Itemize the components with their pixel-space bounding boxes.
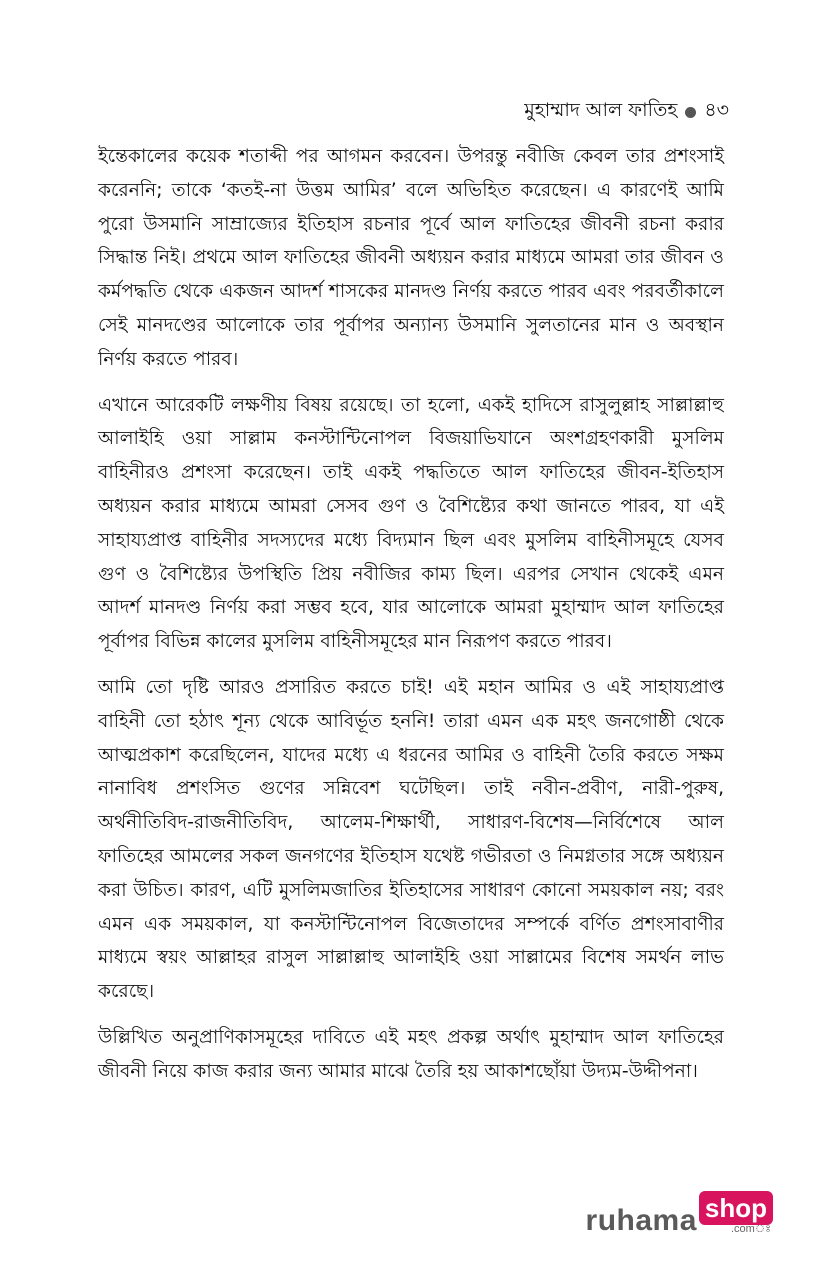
logo-shop-badge: shop	[699, 1191, 773, 1225]
page-body	[98, 140, 724, 1101]
page-number: ৪৩	[704, 99, 729, 121]
logo-domain-suffix: .comঃ	[730, 1223, 771, 1235]
running-header	[524, 96, 729, 128]
paragraph-4: উল্লিখিত অনুপ্রাণিকাসমূহের দাবিতে এই মহৎ প্রকল্প অর্থাৎ মুহাম্মাদ আল ফাতিহের জীবনী নিয়ে কাজ করার জন্য আমার মাঝে তৈরি হয় আকাশছোঁয়া উদ্যম-উদ্দীপনা।	[98, 1026, 724, 1082]
logo-word: ruhama	[585, 1204, 697, 1237]
paragraph-2: এখানে আরেকটি লক্ষণীয় বিষয় রয়েছে। তা হলো, একই হাদিসে রাসুলুল্লাহ সাল্লাল্লাহু আলাইহি ওয়া সাল্লাম কনস্টান্টিনোপল বিজয়াভিযানে অংশগ্রহণকারী মুসলিম বাহিনীরও প্রশংসা করেছেন। তাই একই পদ্ধতিতে আল ফাতিহের জীবন-ইতিহাস অধ্যয়ন করার মাধ্যমে আমরা সেসব গুণ ও বৈশিষ্ট্যের কথা জানতে পারব, যা এই সাহায্যপ্রাপ্ত বাহিনীর সদস্যদের মধ্যে বিদ্যমান ছিল এবং মুসলিম বাহিনীসমূহে যেসব গুণ ও বৈশিষ্ট্যের উপস্থিতি প্রিয় নবীজির কাম্য ছিল। এরপর সেখান থেকেই এমন আদর্শ মানদণ্ড নির্ণয় করা সম্ভব হবে, যার আলোকে আমরা মুহাম্মাদ আল ফাতিহের পূর্বাপর বিভিন্ন কালের মুসলিম বাহিনীসমূহের মান নিরূপণ করতে পারব।	[98, 394, 724, 653]
book-title: মুহাম্মাদ আল ফাতিহ	[524, 99, 678, 121]
paragraph-3: আমি তো দৃষ্টি আরও প্রসারিত করতে চাই! এই মহান আমির ও এই সাহায্যপ্রাপ্ত বাহিনী তো হঠাৎ শূন্য থেকে আবির্ভূত হননি! তারা এমন এক মহৎ জনগোষ্ঠী থেকে আত্মপ্রকাশ করেছিলেন, যাদের মধ্যে এ ধরনের আমির ও বাহিনী তৈরি করতে সক্ষম নানাবিধ প্রশংসিত গুণের সন্নিবেশ ঘটেছিল। তাই নবীন-প্রবীণ, নারী-পুরুষ, অর্থনীতিবিদ-রাজনীতিবিদ, আলেম-শিক্ষার্থী, সাধারণ-বিশেষ—নির্বিশেষে আল ফাতিহের আমলের সকল জনগণের ইতিহাস যথেষ্ট গভীরতা ও নিমগ্নতার সঙ্গে অধ্যয়ন করা উচিত। কারণ, এটি মুসলিমজাতির ইতিহাসের সাধারণ কোনো সময়কাল নয়; বরং এমন এক সময়কাল, যা কনস্টান্টিনোপল বিজেতাদের সম্পর্কে বর্ণিত প্রশংসাবাণীর মাধ্যমে স্বয়ং আল্লাহর রাসুল সাল্লাল্লাহু আলাইহি ওয়া সাল্লামের বিশেষ সমর্থন লাভ করেছে।	[98, 676, 724, 1003]
bullet-dot-icon	[685, 107, 696, 118]
paragraph-1: ইন্তেকালের কয়েক শতাব্দী পর আগমন করবেন। উপরন্তু নবীজি কেবল তার প্রশংসাই করেননি; তাকে ‘কতই-না উত্তম আমির’ বলে অভিহিত করেছেন। এ কারণেই আমি পুরো উসমানি সাম্রাজ্যের ইতিহাস রচনার পূর্বে আল ফাতিহের জীবনী রচনা করার সিদ্ধান্ত নিই। প্রথমে আল ফাতিহের জীবনী অধ্যয়ন করার মাধ্যমে আমরা তার জীবন ও কর্মপদ্ধতি থেকে একজন আদর্শ শাসকের মানদণ্ড নির্ণয় করতে পারব এবং পরবর্তীকালে সেই মানদণ্ডের আলোকে তার পূর্বাপর অন্যান্য উসমানি সুলতানের মান ও অবস্থান নির্ণয় করতে পারব।	[98, 146, 724, 370]
